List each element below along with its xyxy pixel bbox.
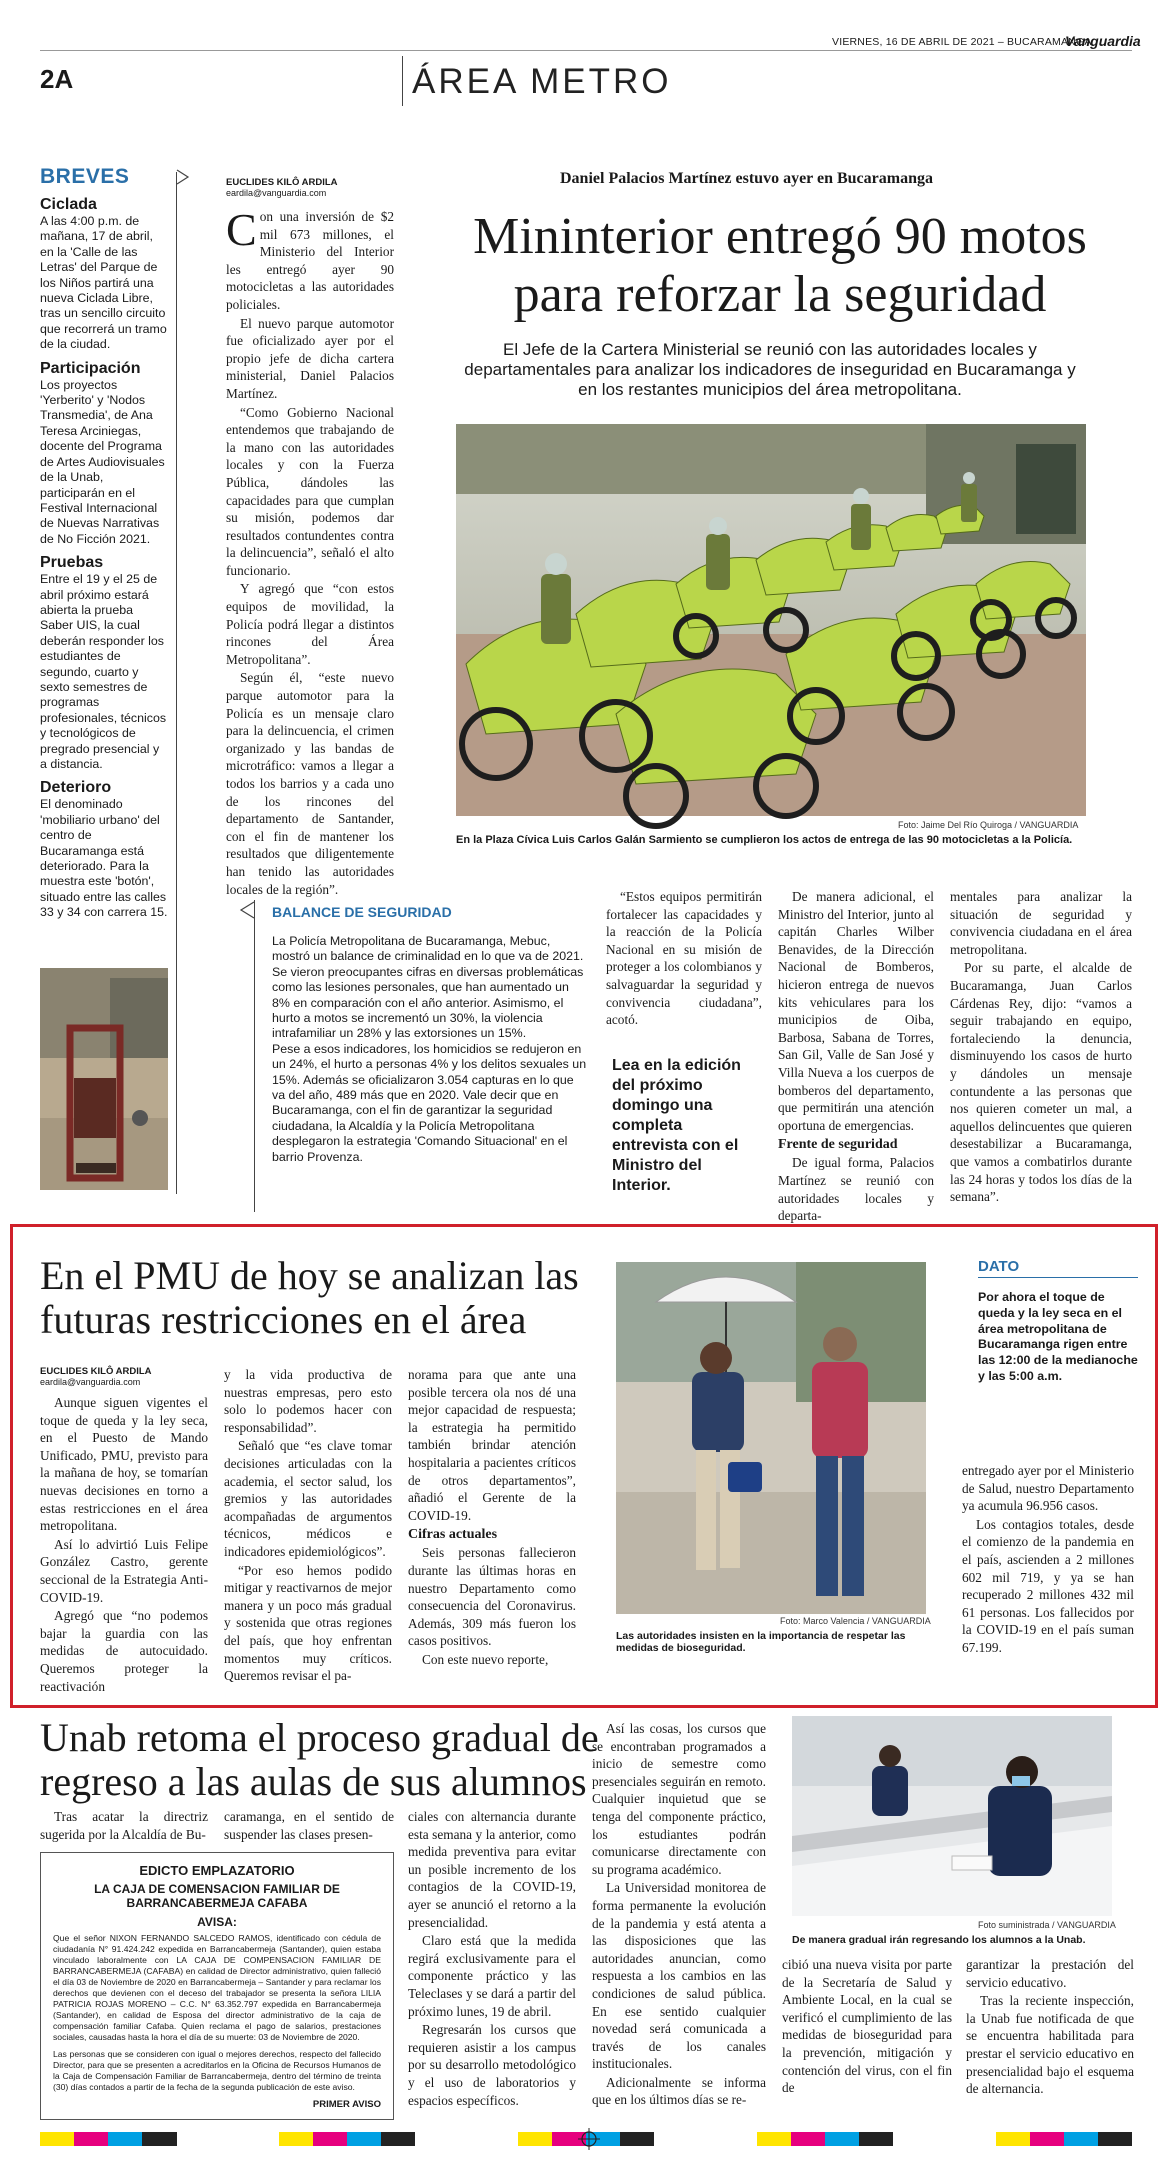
article1-paragraph: Según él, “este nuevo parque automotor para la Policía es un mensaje claro para la delincuencia, el crimen organizado y las bandas de microtráfico: vamos a llegar a todos los barrios y a cada uno de los rincones del departamento de Santander, con el fin de mantener los resultados que diligentemente han tenido las autoridades locales de la región”. <box>226 670 394 897</box>
article1-pull-quote: Lea en la edición del próximo domingo una completa entrevista con el Ministro del Interior. <box>612 1057 741 1194</box>
article2-paragraph: y la vida productiva de nuestras empresas, pero esto solo lo podemos hacer con responsabilidad”. <box>224 1367 392 1435</box>
article3-paragraph: Tras la reciente inspección, la Unab fue notificada de que se encuentra habilitada para prestar el servicio educativo en presencialidad bajo el esquema de alternancia. <box>966 1993 1134 2097</box>
motorcycles-photo <box>456 424 1086 816</box>
article2-photo-caption: Las autoridades insisten en la importancia de respetar las medidas de bioseguridad. <box>616 1630 906 1654</box>
brief-heading: Participación <box>40 359 141 377</box>
article2-paragraph: Así lo advirtió Luis Felipe González Castro, gerente seccional de la Estrategia Anti-COVID-19. <box>40 1536 208 1605</box>
article2-paragraph: Con este nuevo reporte, <box>422 1651 549 1667</box>
headline-line: para reforzar la seguridad <box>513 266 1047 323</box>
header-date: VIERNES, 16 DE ABRIL DE 2021 – BUCARAMANGA <box>832 36 1092 48</box>
article3-headline <box>40 1716 600 1804</box>
article3-photo-credit: Foto suministrada / VANGUARDIA <box>978 1920 1116 1930</box>
article2-paragraph: entregado ayer por el Ministerio de Salud, nuestro Departamento ya acumula 96.956 casos. <box>962 1463 1134 1514</box>
dato-title: DATO <box>978 1258 1138 1278</box>
article1-byline: EUCLIDES KILÔ ARDILA eardila@vanguardia.com <box>226 177 338 198</box>
classroom-photo <box>792 1716 1112 1916</box>
headline-line: Unab retoma el proceso gradual de <box>40 1715 599 1760</box>
brief-text: A las 4:00 p.m. de mañana, 17 de abril, en la 'Calle de las Letras' del Parque de los Niños partirá una nueva Ciclada Libre, tras un sencillo circuito que recorrerá un tramo de la ciudad. <box>40 214 167 352</box>
article3-paragraph: Así las cosas, los cursos que se encontraban programados a inicio de semestre como presenciales seguirán en remoto. Cualquier inquietud que se tenga del componente práctico, los estudiantes podrán comunicarse directamente con su programa académico. <box>592 1721 766 1877</box>
article3-paragraph: Adicionalmente se informa que en los últimos días se re- <box>592 2074 766 2108</box>
edicto-subtitle: LA CAJA DE COMENSACION FAMILIAR DE BARRANCABERMEJA CAFABA <box>94 1882 340 1910</box>
article3-paragraph: La Universidad monitorea de forma permanente la evolución de la pandemia y está atenta a las disposiciones que las autoridades anuncian, como respuesta a los cambios en las condiciones de salud pública. En ese sentido cualquier novedad será comunicada a través de los canales institucionales. <box>592 1880 766 2072</box>
bracket-icon <box>238 900 256 922</box>
article1-paragraph: Y agregó que “con estos equipos de movilidad, la Policía podrá llegar a distintos rincones del Área Metropolitana”. <box>226 581 394 667</box>
street-furniture-photo <box>40 968 168 1190</box>
article3-paragraph: Tras acatar la directriz sugerida por la Alcaldía de Bu- <box>40 1809 208 1842</box>
article1-column-3 <box>778 888 934 1224</box>
headline-line: Mininterior entregó 90 motos <box>473 208 1087 265</box>
article1-paragraph: on una inversión de $2 mil 673 millones, el Ministerio del Interior les entregó ayer 90 motocicletas a las autoridades policiales. <box>226 209 394 312</box>
edicto-body: Que el señor NIXON FERNANDO SALCEDO RAMOS, identificado con cédula de ciudadanía N° 91.424.242 expedida en Barrancabermeja (Santander), quien estaba vinculado laboralmente con LA CAJA DE COMPENSACION FAMILIAR DE BARRANCABERMEJA (CAFABA) en calidad de Director administrativo, quien falleció el día 03 de Noviembre de 2020 en Barrancabermeja – Santander y para reclamar los derechos que devienen con el deceso del trabajador se presenta la señora LILIA PATRICIA ROJAS MORENO – C.C. N° 63.352.797 expedida en Barrancabermeja (Santander), en calidad de Esposa del director administrativo de la caja de compensación familiar Cafaba. Quien reclama el pago de salarios, prestaciones sociales, causadas hasta la hora el día de su muerte: 03 de Noviembre de 2020. <box>53 1933 381 2042</box>
breves-sidebar <box>40 165 168 921</box>
registration-mark-icon <box>578 2128 600 2150</box>
article2-byline: EUCLIDES KILÔ ARDILA eardila@vanguardia.com <box>40 1366 152 1387</box>
dato-text: Por ahora el toque de queda y la ley seca en el área metropolitana de Bucaramanga rigen entre las 12:00 de la medianoche y las 5:00 a.m. <box>978 1290 1138 1383</box>
article3-column-4 <box>592 1720 766 2126</box>
bracket-icon <box>176 168 190 186</box>
balance-paragraph: Pese a esos indicadores, los homicidios se redujeron en un 24%, el hurto a personas 4% y los delitos sexuales un 15%. Además se oficializaron 3.054 capturas en lo que va del año, 489 más que en 2020. Vale decir que en Bucaramanga, con el fin de garantizar la seguridad ciudadana, la Alcaldía y la Policía Metropolitana desplegaron la estrategia 'Comando Situacional' en el barrio Provenza. <box>272 1041 587 1164</box>
article1-paragraph: “Estos equipos permitirán fortalecer las capacidades y la reacción de la Policía Nacional en su misión de proteger a los colombianos y salvaguardar la seguridad y convivencia ciudadana”, acotó. <box>606 889 762 1028</box>
article2-paragraph: Los contagios totales, desde el comienzo de la pandemia en el país, ascienden a 2 millones 602 mil 719, y ya se han recuperado 2 millones 432 mil 61 personas. Los fallecidos por la COVID-19 en el país suman 67.199. <box>962 1516 1134 1655</box>
article3-column-3 <box>408 1808 576 2126</box>
newspaper-logo: Vanguardia <box>1065 33 1141 49</box>
article2-paragraph: Señaló que “es clave tomar decisiones articuladas con la academia, el sector salud, los gremios y las autoridades acompañadas de argumentos técnicos, médicos e indicadores epidemiológicos”. <box>224 1438 392 1559</box>
section-title: ÁREA METRO <box>412 62 672 101</box>
article1-deck: El Jefe de la Cartera Ministerial se reunió con las autoridades locales y departamentales para analizar los indicadores de inseguridad en Bucaramanga y en los restantes municipios del área metropolitana. <box>464 340 1076 399</box>
headline-line: futuras restricciones en el área <box>40 1297 527 1342</box>
article3-paragraph: Regresarán los cursos que requieren asistir a los campus por su desarrollo metodológico y el uso de laboratorios y espacios específicos. <box>408 2022 576 2108</box>
article2-column-3 <box>408 1366 576 1694</box>
article2-column-2 <box>224 1366 392 1694</box>
article1-column-1 <box>226 204 394 897</box>
article2-paragraph: Agregó que “no podemos bajar la guardia con las medidas de autocuidado. Queremos proteger la reactivación <box>40 1608 208 1694</box>
breves-divider <box>176 172 177 1194</box>
article1-photo-credit: Foto: Jaime Del Río Quiroga / VANGUARDIA <box>898 820 1079 830</box>
brief-heading: Deterioro <box>40 779 112 797</box>
article3-column-2 <box>224 1808 394 1848</box>
brief-text: El denominado 'mobiliario urbano' del centro de Bucaramanga está deteriorado. Para la muestra este 'botón', situado entre las calles 33 y 34 con carrera 15. <box>40 797 168 920</box>
article1-paragraph: “Como Gobierno Nacional entendemos que trabajando de la mano con las autoridades locales y con la Fuerza Pública, dándoles las capacidades para que cumplan su misión, podemos dar resultados contundentes contra la delincuencia”, señaló el alto funcionario. <box>226 404 394 578</box>
article3-paragraph: garantizar la prestación del servicio educativo. <box>966 1957 1134 1990</box>
balance-title: BALANCE DE SEGURIDAD <box>272 904 452 920</box>
balance-box-rule <box>254 900 255 1212</box>
edicto-body: Las personas que se consideren con igual o mejores derechos, respecto del fallecido Director, para que se presenten a acreditarlos en la Oficina de Recursos Humanos de la Caja de Compensación Familiar de Barrancabermeja, dentro del término de treinta (30) días contados a partir de la fecha de la segunda publicación de este aviso. <box>53 2049 381 2092</box>
article3-paragraph: cibió una nueva visita por parte de la Secretaría de Salud y Ambiente Local, en la cual se verificó el cumplimiento de las medidas de bioseguridad para la prevención, mitigación y contención del virus, con el fin de <box>782 1957 952 2096</box>
article3-paragraph: Claro está que la medida regirá exclusivamente para el componente práctico y las Teleclases y se dará a partir del próximo lunes, 19 de abril. <box>408 1933 576 2019</box>
article2-paragraph: “Por eso hemos podido mitigar y reactivarnos de mejor manera y un poco más gradual y sostenida que otras regiones del país, que hoy enfrentan momentos muy críticos. Queremos revisar el pa- <box>224 1562 392 1684</box>
article1-paragraph: Por su parte, el alcalde de Bucaramanga, Juan Carlos Cárdenas Rey, dijo: “vamos a seguir trabajando en equipo, fortaleciendo la denuncia, disminuyendo los casos de hurto y dándoles un mensaje contundente a las personas que nos quieren cometer un mal, a aquellos delincuentes que quieren desestabilizar a Bucaramanga, que vamos a combatirlos durante las 24 horas y todos los días de la semana”. <box>950 960 1132 1205</box>
article1-photo-caption: En la Plaza Cívica Luis Carlos Galán Sarmiento se cumplieron los actos de entrega de las 90 motocicletas a la Policía. <box>456 834 1073 846</box>
balance-box <box>272 904 590 1165</box>
article3-paragraph: ciales con alternancia durante esta semana y la anterior, como medida preventiva para evitar un posible incremento de los contagios de la COVID-19, ayer se anunció el retorno a la presencialidad. <box>408 1809 576 1930</box>
article1-paragraph: mentales para analizar la situación de seguridad y convivencia ciudadana en el área metropolitana. <box>950 889 1132 957</box>
page-number: 2A <box>40 64 74 94</box>
article1-subhead: Frente de seguridad <box>778 1137 898 1153</box>
article3-photo-caption: De manera gradual irán regresando los alumnos a la Unab. <box>792 1934 1086 1946</box>
article2-paragraph: norama para que ante una posible tercera ola nos dé una mejor capacidad de respuesta; la estrategia ha permitido también brindar atención hospitalaria a pacientes críticos de otros departamentos”, añadió el Gerente de la COVID-19. <box>408 1367 576 1523</box>
edicto-notice <box>40 1852 394 2120</box>
article2-headline <box>40 1254 600 1342</box>
article1-paragraph: El nuevo parque automotor fue oficializado ayer por el propio jefe de dicha cartera ministerial, Daniel Palacios Martínez. <box>226 315 394 401</box>
article3-paragraph: caramanga, en el sentido de suspender las clases presen- <box>224 1809 394 1842</box>
edicto-title: EDICTO EMPLAZATORIO <box>139 1863 295 1878</box>
brief-heading: Pruebas <box>40 554 104 572</box>
edicto-footer: PRIMER AVISO <box>312 2099 381 2110</box>
header-divider <box>402 56 403 106</box>
pedestrians-photo <box>616 1262 926 1614</box>
article3-column-6 <box>966 1956 1134 2126</box>
article1-paragraph: De igual forma, Palacios Martínez se reunió con autoridades locales y departa- <box>778 1155 934 1224</box>
brief-heading: Ciclada <box>40 196 97 213</box>
article3-column-5 <box>782 1956 952 2126</box>
dato-box <box>978 1258 1138 1385</box>
article1-headline <box>410 208 1150 324</box>
brief-text: Los proyectos 'Yerberito' y 'Nodos Transmedia', de Ana Teresa Arciniegas, docente del Programa de Artes Audiovisuales de la Unab, participarán en el Festival Internacional de Nuevas Narrativas de No Ficción 2021. <box>40 377 165 546</box>
drop-cap: C <box>226 204 257 255</box>
article2-subhead: Cifras actuales <box>408 1527 498 1543</box>
header-top-rule <box>40 50 1132 51</box>
article2-column-5 <box>962 1462 1134 1698</box>
article1-column-2 <box>606 888 762 1028</box>
article2-photo-credit: Foto: Marco Valencia / VANGUARDIA <box>780 1616 931 1626</box>
brief-text: Entre el 19 y el 25 de abril próximo estará abierta la prueba Saber UIS, la cual deberán responder los estudiantes de segundo, cuarto y sexto semestres de programas profesionales, técnicos y tecnológicos de pregrado presencial y a distancia. <box>40 572 167 771</box>
article1-paragraph: De manera adicional, el Ministro del Interior, junto al capitán Charles Wilber Benavides, de la Dirección Nacional de Bomberos, hicieron entrega de nuevos kits vehiculares para los municipios de Oiba, Barbosa, Sabana de Torres, San Gil, Valle de San José y Villa Nueva a los cuerpos de bomberos del departamento, que permitirán una atención oportuna de emergencias. <box>778 889 934 1133</box>
article1-kicker: Daniel Palacios Martínez estuvo ayer en Bucaramanga <box>560 170 933 187</box>
headline-line: En el PMU de hoy se analizan las <box>40 1253 579 1298</box>
article2-paragraph: Seis personas fallecieron durante las últimas horas en nuestro Departamento como consecuencia del Coronavirus. Además, 309 más fueron los casos positivos. <box>408 1545 576 1649</box>
headline-line: regreso a las aulas de sus alumnos <box>40 1759 587 1804</box>
article2-column-1 <box>40 1394 208 1694</box>
article3-column-1 <box>40 1808 208 1848</box>
balance-paragraph: La Policía Metropolitana de Bucaramanga, Mebuc, mostró un balance de criminalidad en lo que va de 2021. Se vieron preocupantes cifras en diversas problemáticas como las lesiones personales, que han aumentado un 8% en comparación con el año anterior. Asimismo, el hurto a motos se incrementó un 30%, la violencia intrafamiliar un 28% y las extorsiones un 15%. <box>272 934 584 1041</box>
edicto-aviso: AVISA: <box>197 1915 237 1929</box>
article2-paragraph: Aunque siguen vigentes el toque de queda y la ley seca, en el Puesto de Mando Unificado, PMU, previsto para la mañana de hoy, se tomarían nuevas decisiones en torno a estas restricciones en el área metropolitana. <box>40 1395 208 1534</box>
article1-column-4 <box>950 888 1132 1214</box>
breves-title: BREVES <box>40 165 130 188</box>
